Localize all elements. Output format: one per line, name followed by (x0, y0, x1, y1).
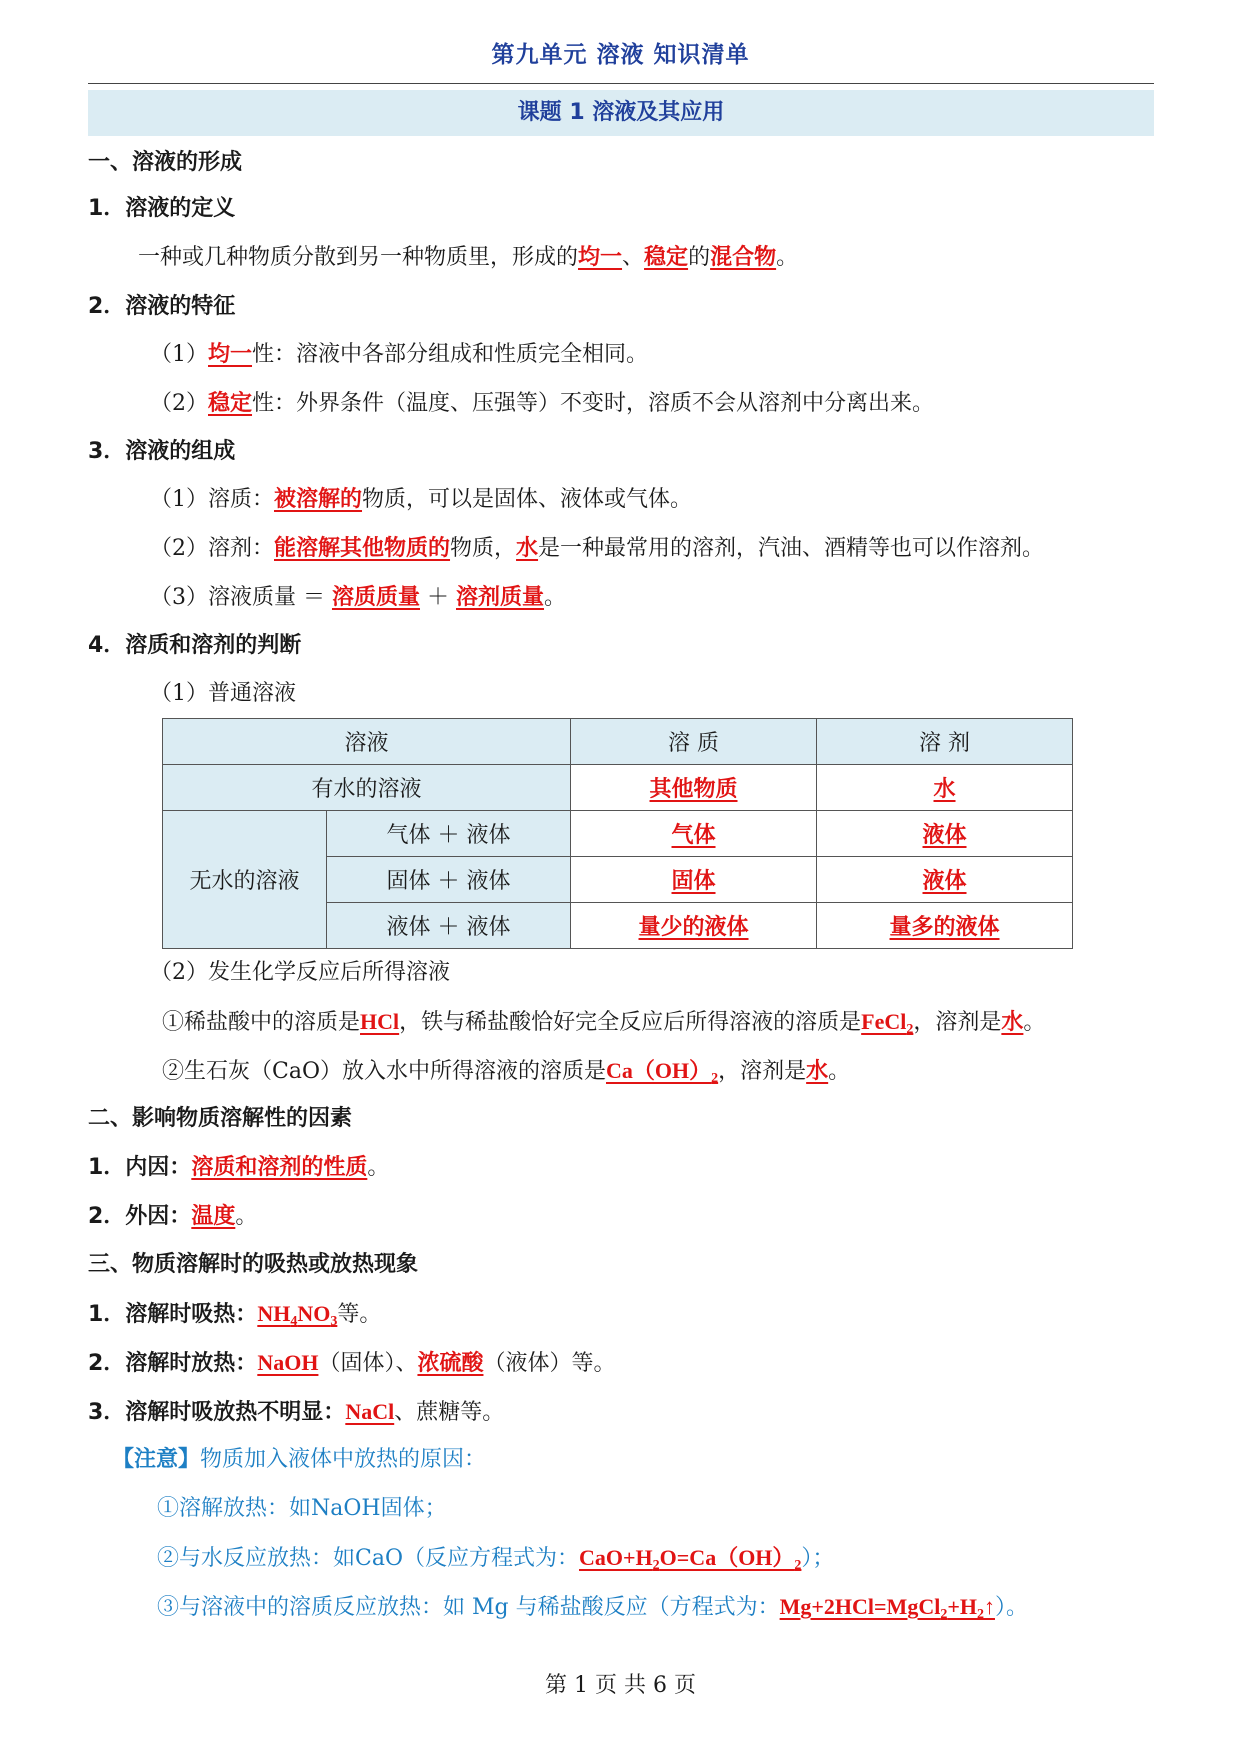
cell-solute: 固体 (571, 857, 817, 903)
section-1-title: 一、溶液的形成 (88, 150, 243, 175)
answer-fecl2: FeCl$_2$ (861, 1009, 914, 1037)
external-factor-line: 2．外因：温度。 (88, 1204, 258, 1229)
row-type: 固体 ＋ 液体 (327, 857, 571, 903)
section-2-title: 二、影响物质溶解性的因素 (88, 1106, 353, 1131)
header-solution: 溶液 (163, 719, 571, 765)
heading-definition: 1．溶液的定义 (88, 196, 236, 221)
lesson-title-bar: 课题 1 溶液及其应用 (88, 90, 1154, 136)
composition-line-2: （2）溶剂：能溶解其他物质的物质，水是一种最常用的溶剂，汽油、酒精等也可以作溶剂。 (150, 536, 1045, 561)
note-tag: 【注意】 (112, 1447, 201, 1472)
answer-stable: 稳定 (644, 245, 689, 270)
heading-composition: 3．溶液的组成 (88, 439, 236, 464)
table-header-row (163, 719, 1073, 765)
answer-solute-mass: 溶质质量 (331, 585, 420, 610)
answer-conc-sulfuric: 浓硫酸 (417, 1351, 484, 1376)
answer-dissolved: 被溶解的 (274, 487, 363, 512)
row-type: 液体 ＋ 液体 (327, 903, 571, 949)
solute-solvent-table (162, 718, 1073, 949)
header-solvent: 溶 剂 (817, 719, 1073, 765)
cell-solvent: 量多的液体 (817, 903, 1073, 949)
row-label-without-water: 无水的溶液 (163, 811, 327, 949)
answer-nh4no3: $NH_4NO_3$ (257, 1301, 338, 1329)
note-item-1: ①溶解放热：如NaOH固体； (157, 1496, 447, 1521)
answer-can-dissolve: 能溶解其他物质的 (274, 536, 451, 561)
answer-temperature: 温度 (191, 1204, 236, 1229)
unit-title: 第九单元 溶液 知识清单 (491, 42, 750, 68)
answer-water: 水 (516, 536, 539, 561)
feature-line-2: （2）稳定性：外界条件（温度、压强等）不变时，溶质不会从溶剂中分离出来。 (150, 391, 935, 416)
header-solute: 溶 质 (571, 719, 817, 765)
note-line: 【注意】物质加入液体中放热的原因： (112, 1447, 487, 1472)
heading-features: 2．溶液的特征 (88, 294, 236, 319)
table-row (163, 811, 1073, 857)
equation-cao-water: $CaO+H_2O=Ca(OH)_2$ (579, 1545, 802, 1573)
feature-line-1: （1）均一性：溶液中各部分组成和性质完全相同。 (150, 342, 649, 367)
composition-line-3: （3）溶液质量 ＝ 溶质质量 ＋ 溶剂质量。 (150, 585, 567, 610)
equation-mg-hcl: $Mg+2HCl=MgCl_2+H_2↑$ (779, 1594, 995, 1622)
answer-mixture: 混合物 (710, 245, 777, 270)
cell-solute: 其他物质 (571, 765, 817, 811)
subheading-ordinary: （1）普通溶液 (150, 681, 296, 706)
endothermic-line: 1．溶解时吸热：$NH_4NO_3$等。 (88, 1301, 382, 1329)
answer-solvent-mass: 溶剂质量 (456, 585, 545, 610)
reaction-case-2: ②生石灰（CaO）放入水中所得溶液的溶质是$Ca(OH)_2$，溶剂是水。 (162, 1058, 851, 1086)
row-type: 气体 ＋ 液体 (327, 811, 571, 857)
note-item-2: ②与水反应放热：如CaO（反应方程式为：$CaO+H_2O=Ca(OH)_2$）； (157, 1545, 835, 1573)
arrow-up-icon: ↑ (983, 1594, 995, 1619)
section-3-title: 三、物质溶解时的吸热或放热现象 (88, 1252, 419, 1277)
note-item-3: ③与溶液中的溶质反应放热：如 Mg 与稀盐酸反应（方程式为：$Mg+2HCl=MgCl_2+H_2↑$）。 (157, 1594, 1028, 1622)
answer-naoh: NaOH (257, 1350, 319, 1375)
cell-solute: 量少的液体 (571, 903, 817, 949)
answer-stable-2: 稳定 (208, 391, 253, 416)
heading-judgement: 4．溶质和溶剂的判断 (88, 633, 302, 658)
answer-nature: 溶质和溶剂的性质 (191, 1155, 368, 1180)
reaction-case-1: ①稀盐酸中的溶质是HCl，铁与稀盐酸恰好完全反应后所得溶液的溶质是FeCl$_2$，溶剂是水。 (162, 1009, 1046, 1037)
composition-line-1: （1）溶质：被溶解的物质，可以是固体、液体或气体。 (150, 487, 693, 512)
answer-uniform: 均一 (578, 245, 623, 270)
row-label-with-water: 有水的溶液 (163, 765, 571, 811)
subheading-reaction: （2）发生化学反应后所得溶液 (150, 960, 450, 985)
answer-hcl: HCl (360, 1009, 400, 1034)
exothermic-line: 2．溶解时放热：NaOH（固体）、浓硫酸（液体）等。 (88, 1350, 616, 1376)
internal-factor-line: 1．内因：溶质和溶剂的性质。 (88, 1155, 390, 1180)
answer-nacl: NaCl (345, 1399, 395, 1424)
cell-solvent: 水 (817, 765, 1073, 811)
cell-solvent: 液体 (817, 857, 1073, 903)
answer-water-3: 水 (1001, 1010, 1024, 1035)
answer-uniform-2: 均一 (208, 342, 253, 367)
cell-solvent: 液体 (817, 811, 1073, 857)
header-rule (88, 83, 1154, 84)
answer-caoh2: $Ca(OH)_2$ (606, 1058, 719, 1086)
neutral-line: 3．溶解时吸放热不明显：NaCl、蔗糖等。 (88, 1399, 505, 1425)
page-footer: 第 1 页 共 6 页 (545, 1673, 696, 1698)
cell-solute: 气体 (571, 811, 817, 857)
table-row (163, 765, 1073, 811)
definition-line: 一种或几种物质分散到另一种物质里，形成的均一、稳定的混合物。 (138, 245, 799, 270)
answer-water-4: 水 (806, 1059, 829, 1084)
